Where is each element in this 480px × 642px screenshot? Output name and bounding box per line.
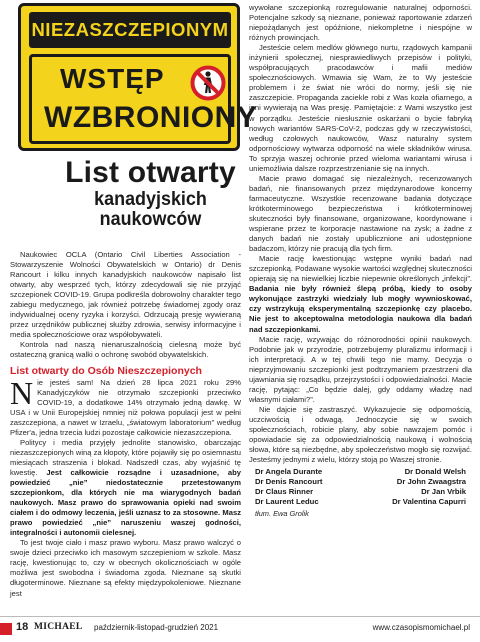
signature: Dr Laurent Leduc [255, 497, 319, 507]
paragraph [249, 254, 472, 334]
sign-top-text: NIEZASZCZEPIONYM [31, 19, 229, 40]
signature-row [249, 497, 472, 507]
drop-cap: N [10, 374, 34, 411]
signature: Dr John Zwaagstra [396, 477, 466, 487]
paragraph [10, 438, 241, 538]
signature: Dr Denis Rancourt [255, 477, 323, 487]
sign-line-2: WZBRONIONY [44, 101, 258, 134]
paragraph: Macie rację, wzywając do różnorodności opinii naukowych. Podobnie jak w przyrodzie, potrzebujemy pluralizmu informacji i ich interpretacji. A w tej chwili tego nie mamy. Decyzja o nieprzyjmowaniu szczepionki jest podtrzymaniem przestrzeni dla ujawniania się rozsądku, przejrzystości i odpowiedzialności. Macie rację, pytając: „Co będzie dalej, gdy oddamy władzę nad własnymi ciałami?”. [249, 334, 472, 404]
footer-accent-bar [0, 623, 12, 635]
paragraph: Nie dajcie się zastraszyć. Wykazujecie się odpornością, uczciwością i odwagą. Jednoczycie się w swoich społecznościach, robicie plany, aby sobie nawzajem pomóc i opowiadacie się za odpowiedzialnością naukową i wolnością słowa, które są niezbędne, aby społeczeństwo mogło się rozwijać. Jesteśmy jednymi z wielu, którzy stoją po Waszej stronie. [249, 404, 472, 465]
warning-sign-graphic [18, 3, 258, 151]
signature-row [249, 487, 472, 497]
no-entry-person-icon [190, 65, 226, 101]
title-line-2: kanadyjskich naukowców [94, 188, 207, 230]
signature-row [249, 477, 472, 487]
paragraph: Kontrola nad naszą nienaruszalnością cielesną może być ostateczną granicą walki o ochronę swobód obywatelskich. [10, 340, 241, 360]
paragraph-text: Politycy i media przyjęły jednolite stanowisko, obarczając niezaszczepionych winą za kłopoty, które pojawiły się po osiemnastu miesiącach straszenia i blokad. Nadszedł czas, aby wyjaśnić tę kwestię. [10, 437, 241, 477]
signature: Dr Angela Durante [255, 467, 323, 477]
left-column [10, 250, 241, 599]
title-line-1: List otwarty [65, 156, 236, 189]
page-footer [0, 616, 480, 638]
sign-main-panel [29, 54, 258, 144]
bold-text: Badania nie były również ślepą próbą, kiedy to osoby wykonujące zastrzyki wiedziały lub mogły wywnioskować, czy wstrzykują eksperymentalną szczepionkę czy placebo. Nie jest to akceptowalna metodologia naukowa dla badań nad szczepionkami. [249, 284, 472, 334]
signature: Dr Claus Rinner [255, 487, 314, 497]
right-column [249, 3, 472, 519]
issue-date: październik-listopad-grudzień 2021 [94, 623, 219, 632]
section-subheading: List otwarty do Osób Nieszczepionych [10, 364, 202, 377]
signature: Dr Donald Welsh [404, 467, 466, 477]
sign-top-banner [29, 12, 231, 48]
magazine-brand: MICHAEL [34, 622, 83, 632]
paragraph: Naukowiec OCLA (Ontario Civil Liberties Association - Stowarzyszenie Wolności Obywatelskich w Ontario) dr Denis Rancourt i kilku innych kanadyjskich naukowców napisało list otwarty, aby wesprzeć tych, którzy zdecydowali się nie przyjąć szczepionek COVID-19. Grupa podkreśla dobrowolny charakter tego zabiegu medycznego, jak również potrzebę świadomej zgody oraz indywidualnej oceny ryzyka i korzyści. Odrzucają presję wywieraną przez urzędników publicznej służby zdrowia, serwisy informacyjne i media społecznościowe oraz współobywateli. [10, 250, 241, 340]
paragraph: Macie prawo domagać się niezależnych, recenzowanych badań, nie finansowanych przez międzynarodowe koncerny farmaceutyczne. Wszystkie recenzowane badania dotyczące krótkoterminowego bezpieczeństwa i krótkoterminowej skuteczności były finansowane, organizowane, koordynowane i wspierane przez te korporacje nastawione na zysk; a żadne z danych badań nie zostały upublicznione ani udostępnione badaczom, którzy nie pracują dla tych firm. [249, 173, 472, 254]
signature: Dr Jan Vrbik [421, 487, 466, 497]
translator-credit: tłum. Ewa Grolik [255, 509, 309, 519]
signature-row [249, 467, 472, 477]
page-number: 18 [16, 621, 29, 633]
paragraph [10, 374, 241, 438]
paragraph: wywołane szczepionką rozregulowanie naturalnej odporności. Potencjalne szkody są nieznane, ponieważ raportowanie zdarzeń niepożądanych jest opóźnione, niekompletne i niespójne w różnych prowincjach. [249, 3, 472, 43]
bold-text: Jest całkowicie rozsądne i uzasadnione, aby powiedzieć „nie” niedostatecznie przetestowanym szczepionkom, dla których nie ma wiarygodnych badań naukowych. Masz prawo do sprawowania opieki nad swoim ciałem i do odmowy leczenia, jeśli uznasz to za stosowne. Masz prawo powiedzieć „nie” naruszeniu waszej godności, integralności i autonomii cielesnej. [10, 467, 241, 538]
paragraph-text: Macie rację kwestionując wstępne wyniki badań nad szczepionką. Podawane wysokie wartości względnej skuteczności opierają się na niewielkiej liczbie niepewnie określonych „infekcji”. [249, 254, 472, 284]
article-title [48, 158, 253, 229]
paragraph: Jesteście celem medlów głównego nurtu, rządowych kampanii inżynierii społecznej, niesprawiedliwych przepisów i polityki, współpracujących pracodawców i mafii mediów społecznościowych. Wmawia się Wam, że to Wy jesteście problemem i że świat nie wróci do normy, jeśli się nie zaszczepicie. Propaganda zaciekle robi z Was kozła ofiarnego, a inni wywierają na Was presję. Pamiętajcie: z Wami wszystko jest w porządku. Jesteście niesłusznie oskarżani o bycie fabryką nowych wariantów SARS-CoV-2, podczas gdy w rzeczywistości, według czołowych naukowców, Wasz naturalny system odpornościowy wytwarza odporność na wiele składników wirusa. To sprzyja waszej ochronie przed wieloma wariantami wirusa i uniemożliwia dalsze rozprzestrzenianie się na innych. [249, 43, 472, 173]
sign-line-1: WSTĘP [60, 63, 165, 94]
signature: Dr Valentina Capurri [392, 497, 466, 507]
website-url: www.czasopismomichael.pl [372, 623, 470, 632]
signatures [249, 467, 472, 507]
paragraph-text: ie jesteś sam! Na dzień 28 lipca 2021 roku 29% Kanadyjczyków nie otrzymało szczepionki przeciwko COVID-19, a dodatkowe 14% otrzymało jedną dawkę. W USA i w Unii Europejskiej nmniej niż połowa populacji jest w pełni zaszczepiona, a nawet w Izraelu, „światowym laboratorium” według Pfizer'a, jedna trzecia ludzi pozostaje całkowicie niezaszczepiona. [10, 377, 241, 437]
paragraph: To jest twoje ciało i masz prawo wyboru. Masz prawo walczyć o swoje dzieci przeciwko ich masowym szczepieniom w szkole. Masz rację, kwestionując to, czy w obecnych okolicznościach w ogóle możliwa jest swobodna i świadoma zgoda. Nieznane są skutki długoterminowe. Nieznane są efekty międzypokoleniowe. Nieznane jest [10, 538, 241, 598]
